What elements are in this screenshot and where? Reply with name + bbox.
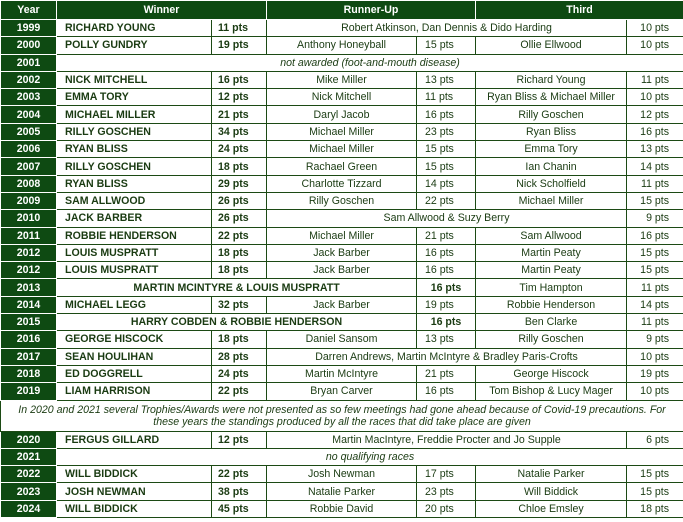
year-cell: 2022 [1,466,57,483]
table-row [1,210,683,227]
year-cell: 2009 [1,192,57,209]
winner-points-cell: 38 pts [212,483,267,500]
third-cell: Chloe Emsley [476,500,627,517]
table-row [1,106,683,123]
year-cell: 2024 [1,500,57,517]
year-cell: 2004 [1,106,57,123]
shared-points-cell: 6 pts [627,431,683,448]
third-cell: Ollie Ellwood [476,37,627,54]
table-row [1,123,683,140]
third-cell: Tom Bishop & Lucy Mager [476,383,627,400]
header-third: Third [476,1,683,20]
runner-up-cell: Jack Barber [267,244,417,261]
runner-up-cell: Michael Miller [267,227,417,244]
shared-placings-cell: Sam Allwood & Suzy Berry [267,210,627,227]
shared-points-cell: 9 pts [627,210,683,227]
runner-up-points-cell: 21 pts [417,365,476,382]
runner-up-points-cell: 16 pts [417,262,476,279]
year-cell: 2001 [1,54,57,71]
winner-points-cell: 19 pts [212,37,267,54]
winner-points-cell: 22 pts [212,466,267,483]
winner-points-cell: 24 pts [212,141,267,158]
winner-points-cell: 12 pts [212,89,267,106]
runner-up-points-cell: 11 pts [417,89,476,106]
table-row [1,279,683,296]
runner-up-cell: Mike Miller [267,71,417,88]
year-cell: 2020 [1,431,57,448]
runner-up-cell: Michael Miller [267,141,417,158]
year-cell: 1999 [1,20,57,37]
winner-cell: WILL BIDDICK [57,500,212,517]
third-points-cell: 15 pts [627,262,683,279]
year-cell: 2017 [1,348,57,365]
table-row [1,175,683,192]
winner-cell: ROBBIE HENDERSON [57,227,212,244]
table-row [1,348,683,365]
table-row [1,71,683,88]
third-cell: Nick Scholfield [476,175,627,192]
runner-up-points-cell: 16 pts [417,244,476,261]
third-points-cell: 16 pts [627,227,683,244]
third-cell: Sam Allwood [476,227,627,244]
table-row [1,431,683,448]
table-row [1,314,683,331]
runner-up-points-cell: 19 pts [417,296,476,313]
runner-up-cell: Daniel Sansom [267,331,417,348]
runner-up-points-cell: 16 pts [417,106,476,123]
third-cell: Martin Peaty [476,244,627,261]
year-cell: 2016 [1,331,57,348]
third-cell: Martin Peaty [476,262,627,279]
winner-points-cell: 18 pts [212,262,267,279]
runner-up-cell: Natalie Parker [267,483,417,500]
third-points-cell: 15 pts [627,192,683,209]
runner-up-cell: Jack Barber [267,296,417,313]
winner-cell: POLLY GUNDRY [57,37,212,54]
runner-up-cell: Martin McIntyre [267,365,417,382]
third-points-cell: 10 pts [627,37,683,54]
table-row [1,383,683,400]
third-cell: Robbie Henderson [476,296,627,313]
table-body [1,20,683,518]
third-cell: Michael Miller [476,192,627,209]
winner-points-cell: 12 pts [212,431,267,448]
winner-cell: FERGUS GILLARD [57,431,212,448]
third-cell: Natalie Parker [476,466,627,483]
winner-cell: LOUIS MUSPRATT [57,262,212,279]
winner-cell: RICHARD YOUNG [57,20,212,37]
table-row [1,20,683,37]
note-cell: not awarded (foot-and-mouth disease) [57,54,683,71]
third-points-cell: 11 pts [627,175,683,192]
table-row [1,500,683,517]
third-points-cell: 11 pts [627,314,683,331]
runner-up-points-cell: 13 pts [417,331,476,348]
table-row [1,448,683,465]
year-cell: 2003 [1,89,57,106]
year-cell: 2002 [1,71,57,88]
header-winner: Winner [57,1,267,20]
winner-cell: SAM ALLWOOD [57,192,212,209]
winner-points-cell: 21 pts [212,106,267,123]
third-points-cell: 14 pts [627,158,683,175]
table-row [1,192,683,209]
winner-cell: RILLY GOSCHEN [57,158,212,175]
runner-up-points-cell: 22 pts [417,192,476,209]
year-cell: 2006 [1,141,57,158]
winner-points-cell: 32 pts [212,296,267,313]
winner-points-cell: 26 pts [212,192,267,209]
winner-points-cell: 22 pts [212,227,267,244]
runner-up-cell: Nick Mitchell [267,89,417,106]
header-row [1,1,683,20]
winner-points-cell: 26 pts [212,210,267,227]
third-cell: Richard Young [476,71,627,88]
year-cell: 2014 [1,296,57,313]
runner-up-points-cell: 15 pts [417,141,476,158]
year-cell: 2005 [1,123,57,140]
third-cell: Ian Chanin [476,158,627,175]
covid-note-row [1,400,683,431]
runner-up-cell: Daryl Jacob [267,106,417,123]
shared-placings-cell: Martin MacIntyre, Freddie Procter and Jo Supple [267,431,627,448]
table-row [1,262,683,279]
joint-points-cell: 16 pts [417,314,476,331]
year-cell: 2010 [1,210,57,227]
winner-cell: RYAN BLISS [57,141,212,158]
table-row [1,466,683,483]
table-row [1,141,683,158]
winner-cell: MICHAEL MILLER [57,106,212,123]
runner-up-points-cell: 21 pts [417,227,476,244]
third-points-cell: 15 pts [627,483,683,500]
winner-points-cell: 34 pts [212,123,267,140]
winner-cell: MICHAEL LEGG [57,296,212,313]
table-row [1,244,683,261]
third-points-cell: 10 pts [627,89,683,106]
third-cell: Ben Clarke [476,314,627,331]
winner-points-cell: 16 pts [212,71,267,88]
year-cell: 2012 [1,244,57,261]
year-cell: 2019 [1,383,57,400]
third-points-cell: 19 pts [627,365,683,382]
shared-points-cell: 10 pts [627,348,683,365]
winner-points-cell: 28 pts [212,348,267,365]
shared-placings-cell: Darren Andrews, Martin McIntyre & Bradley Paris-Crofts [267,348,627,365]
third-cell: Ryan Bliss [476,123,627,140]
third-cell: Will Biddick [476,483,627,500]
runner-up-points-cell: 14 pts [417,175,476,192]
year-cell: 2012 [1,262,57,279]
winner-cell: GEORGE HISCOCK [57,331,212,348]
runner-up-cell: Charlotte Tizzard [267,175,417,192]
runner-up-points-cell: 20 pts [417,500,476,517]
runner-up-cell: Robbie David [267,500,417,517]
third-points-cell: 16 pts [627,123,683,140]
year-cell: 2018 [1,365,57,382]
third-points-cell: 11 pts [627,279,683,296]
runner-up-cell: Jack Barber [267,262,417,279]
year-cell: 2021 [1,448,57,465]
year-cell: 2023 [1,483,57,500]
winner-points-cell: 45 pts [212,500,267,517]
third-points-cell: 14 pts [627,296,683,313]
runner-up-cell: Michael Miller [267,123,417,140]
runner-up-cell: Anthony Honeyball [267,37,417,54]
shared-placings-cell: Robert Atkinson, Dan Dennis & Dido Harding [267,20,627,37]
header-year: Year [1,1,57,20]
runner-up-cell: Josh Newman [267,466,417,483]
year-cell: 2000 [1,37,57,54]
third-cell: Tim Hampton [476,279,627,296]
winner-points-cell: 22 pts [212,383,267,400]
third-cell: Ryan Bliss & Michael Miller [476,89,627,106]
third-cell: George Hiscock [476,365,627,382]
winner-points-cell: 18 pts [212,331,267,348]
joint-points-cell: 16 pts [417,279,476,296]
winner-cell: RILLY GOSCHEN [57,123,212,140]
winner-points-cell: 18 pts [212,244,267,261]
runner-up-points-cell: 13 pts [417,71,476,88]
table-row [1,54,683,71]
third-points-cell: 9 pts [627,331,683,348]
runner-up-points-cell: 23 pts [417,483,476,500]
table-row [1,331,683,348]
joint-winners-cell: MARTIN MCINTYRE & LOUIS MUSPRATT [57,279,417,296]
third-points-cell: 15 pts [627,466,683,483]
third-cell: Rilly Goschen [476,106,627,123]
table-row [1,296,683,313]
table-row [1,89,683,106]
winner-points-cell: 18 pts [212,158,267,175]
table-row [1,227,683,244]
runner-up-points-cell: 16 pts [417,383,476,400]
third-points-cell: 11 pts [627,71,683,88]
third-points-cell: 10 pts [627,383,683,400]
year-cell: 2007 [1,158,57,175]
runner-up-cell: Rilly Goschen [267,192,417,209]
table-row [1,37,683,54]
winner-cell: LOUIS MUSPRATT [57,244,212,261]
third-points-cell: 18 pts [627,500,683,517]
winner-points-cell: 24 pts [212,365,267,382]
joint-winners-cell: HARRY COBDEN & ROBBIE HENDERSON [57,314,417,331]
year-cell: 2015 [1,314,57,331]
shared-points-cell: 10 pts [627,20,683,37]
table-row [1,483,683,500]
year-cell: 2013 [1,279,57,296]
third-cell: Emma Tory [476,141,627,158]
winner-cell: WILL BIDDICK [57,466,212,483]
runner-up-points-cell: 17 pts [417,466,476,483]
winner-cell: ED DOGGRELL [57,365,212,382]
winner-cell: EMMA TORY [57,89,212,106]
winner-points-cell: 29 pts [212,175,267,192]
winner-cell: NICK MITCHELL [57,71,212,88]
winner-cell: RYAN BLISS [57,175,212,192]
table-row [1,158,683,175]
runner-up-points-cell: 23 pts [417,123,476,140]
third-points-cell: 13 pts [627,141,683,158]
third-points-cell: 12 pts [627,106,683,123]
covid-note: In 2020 and 2021 several Trophies/Awards were not presented as so few meetings had gone ahead because of Covid-19 precautions. For these years the standings produced by all the races that did take place are given [1,400,683,431]
winner-cell: LIAM HARRISON [57,383,212,400]
winner-cell: JACK BARBER [57,210,212,227]
table-row [1,365,683,382]
third-points-cell: 15 pts [627,244,683,261]
header-runner-up: Runner-Up [267,1,476,20]
runner-up-cell: Rachael Green [267,158,417,175]
winner-cell: SEAN HOULIHAN [57,348,212,365]
winner-points-cell: 11 pts [212,20,267,37]
year-cell: 2008 [1,175,57,192]
winner-cell: JOSH NEWMAN [57,483,212,500]
runner-up-cell: Bryan Carver [267,383,417,400]
runner-up-points-cell: 15 pts [417,37,476,54]
note-cell: no qualifying races [57,448,683,465]
third-cell: Rilly Goschen [476,331,627,348]
year-cell: 2011 [1,227,57,244]
runner-up-points-cell: 15 pts [417,158,476,175]
